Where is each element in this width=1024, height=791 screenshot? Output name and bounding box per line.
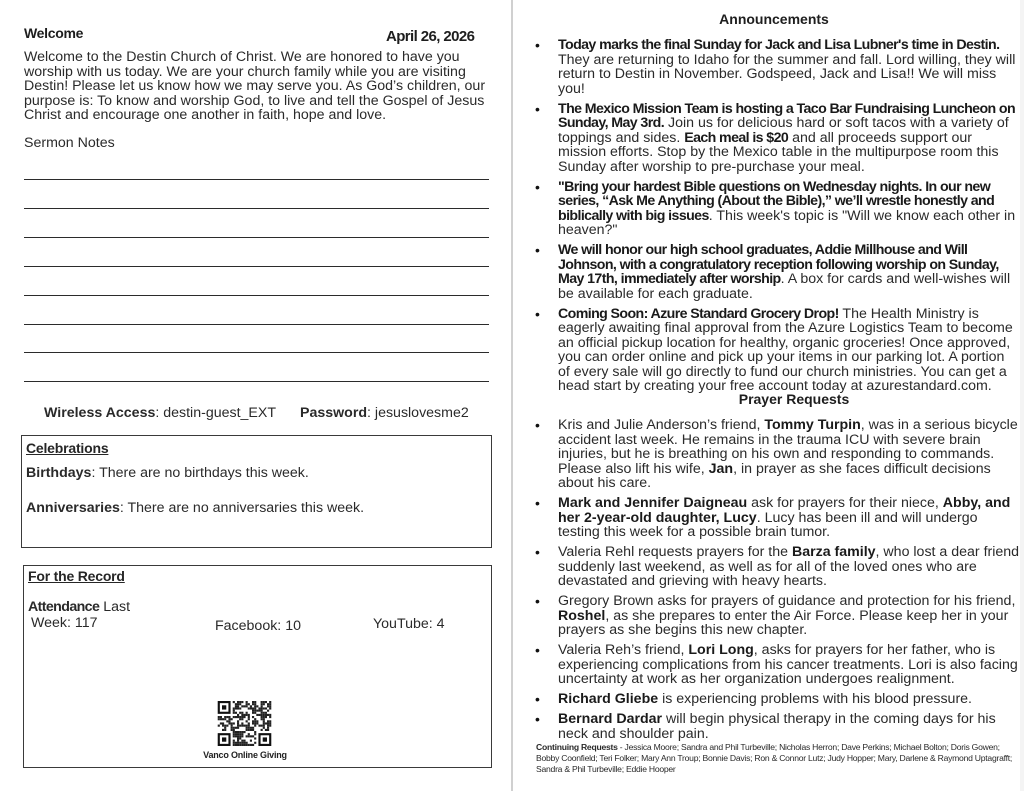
- prayer-request-item: [528, 692, 1020, 707]
- prayer-request-item: [528, 712, 1020, 741]
- wireless-password-label: Password: [300, 405, 368, 421]
- announcement-text: . This week's topic is "Will we know each other in heaven?": [558, 207, 1016, 238]
- page-divider: [511, 0, 513, 791]
- announcement-text: and all proceeds support our mission efforts. Stop by the Mexico table in the multipurpose room this Sunday after worship to pre-purchase your meal.: [558, 129, 999, 175]
- attendance-label: Attendance: [28, 599, 100, 615]
- bullet-icon: •: [535, 100, 540, 117]
- prayer-name: Barza family: [791, 544, 876, 560]
- continuing-requests-label: Continuing Requests: [536, 742, 618, 752]
- bullet-icon: •: [535, 305, 540, 322]
- prayer-text: Valeria Rehl requests prayers for the: [558, 544, 792, 560]
- attendance-last: Last: [99, 599, 131, 615]
- bulletin-date: April 26, 2026: [386, 28, 475, 45]
- prayer-request-item: [528, 643, 1020, 687]
- sermon-note-line: [24, 266, 489, 267]
- qr-code-icon[interactable]: [217, 701, 272, 746]
- continuing-requests: [536, 742, 1020, 775]
- bullet-icon: •: [535, 544, 540, 560]
- announcement-item: [528, 180, 1020, 238]
- sermon-notes-label: Sermon Notes: [24, 135, 115, 151]
- attendance-week: Week: 117: [31, 615, 98, 631]
- prayer-text: , was in a serious bicycle accident last week. He remains in the trauma ICU with severe brain injuries, but he is breathing on his own and responding to commands. Please also lift his wife,: [558, 417, 1018, 477]
- announcement-highlight: Today marks the final Sunday for Jack and Lisa Lubner's time in Destin.: [558, 37, 1000, 53]
- announcements-heading: Announcements: [719, 11, 829, 27]
- birthdays-label: Birthdays: [26, 465, 92, 481]
- announcement-highlight: We will honor our high school graduates, Addie Millhouse and Will Johnson, with a congratulatory reception following worship on Sunday, May 17th, immediately after worship: [558, 242, 999, 287]
- bullet-icon: •: [535, 37, 540, 53]
- welcome-message: Welcome to the Destin Church of Christ. We are honored to have you worship with us today. We are your church family while you are visiting Destin! Please let us know how we may serve you. As God’s children, our purpose is: To know and worship God, to live and tell the Gospel of Jesus Christ and encourage one another in faith, hope and love.: [24, 49, 486, 124]
- announcement-item: [528, 307, 1020, 394]
- birthdays-text: : There are no birthdays this week.: [91, 465, 309, 481]
- youtube-views: YouTube: 4: [373, 616, 445, 632]
- announcement-text: They are returning to Idaho for the summer and fall. Lord willing, they will return to Destin in November. Godspeed, Jack and Lisa!! We will miss you!: [558, 51, 1016, 97]
- sermon-note-line: [24, 295, 489, 296]
- bullet-icon: •: [535, 495, 540, 511]
- prayer-name: Lori Long: [688, 642, 754, 658]
- bullet-icon: •: [535, 417, 540, 433]
- anniversaries-entry: [26, 500, 364, 516]
- wireless-access-label: Wireless Access: [44, 405, 156, 421]
- prayer-name: Bernard Dardar: [558, 711, 663, 727]
- sermon-note-line: [24, 324, 489, 325]
- bullet-icon: •: [535, 642, 540, 658]
- announcement-item: [528, 38, 1020, 96]
- announcement-item: [528, 243, 1020, 301]
- welcome-heading: Welcome: [24, 25, 84, 41]
- bullet-icon: •: [535, 691, 540, 707]
- announcement-highlight: "Bring your hardest Bible questions on Wednesday nights. In our new series, “Ask Me Anything (About the Bible),” we’ll wrestle honestly and biblically with big issues: [558, 178, 995, 224]
- prayer-text: Kris and Julie Anderson’s friend,: [558, 417, 765, 433]
- prayer-name: Mark and Jennifer Daigneau: [558, 495, 748, 511]
- prayer-text: Valeria Reh’s friend,: [558, 642, 689, 658]
- prayer-text: , who lost a dear friend suddenly last weekend, as well as for all of the loved ones who are devastated and grieving with heavy hearts.: [558, 544, 1020, 589]
- prayer-text: , as she prepares to enter the Air Force. Please keep her in your prayers as she begins this new chapter.: [558, 607, 1009, 638]
- anniversaries-text: : There are no anniversaries this week.: [119, 500, 365, 516]
- prayer-text: . Lucy has been ill and will undergo testing this week for a possible brain tumor.: [558, 509, 978, 540]
- sermon-note-line: [24, 352, 489, 353]
- announcement-highlight: Each meal is $20: [684, 129, 789, 146]
- sermon-note-line: [24, 179, 489, 180]
- prayer-text: ask for prayers for their niece,: [747, 495, 943, 511]
- anniversaries-label: Anniversaries: [26, 500, 120, 516]
- sermon-note-line: [24, 208, 489, 209]
- prayer-request-item: [528, 594, 1020, 638]
- sermon-note-line: [24, 237, 489, 238]
- announcements-list: [528, 38, 1020, 399]
- wireless-password: [300, 405, 469, 421]
- prayer-requests-heading: Prayer Requests: [738, 391, 850, 407]
- bullet-icon: •: [535, 711, 540, 727]
- wireless-password-value: : jesuslovesme2: [367, 405, 469, 421]
- for-the-record-title: For the Record: [28, 568, 125, 584]
- announcement-highlight: Coming Soon: Azure Standard Grocery Drop!: [558, 305, 839, 322]
- continuing-requests-names: - Jessica Moore; Sandra and Phil Turbeville; Nicholas Herron; Dave Perkins; Michael Bolton; Doris Gowen; Bobby Coonfield; Teri Folker; Mary Ann Troup; Bonnie Davis; Ron & Connor Lutz; Judy Hopper; Mary, Darlene & Raymond Uptagrafft; Sandra & Phil Turbeville; Eddie Hooper: [536, 742, 1013, 774]
- bullet-icon: •: [535, 242, 540, 258]
- bullet-icon: •: [535, 178, 540, 195]
- prayer-name: Abby, and her 2-year-old daughter, Lucy: [558, 495, 1011, 526]
- prayer-text: , asks for prayers for her father, who is experiencing complications from his cancer treatments. Lori is also facing uncertainty at work as her organization undergoes realignment.: [558, 642, 1018, 687]
- prayer-request-item: [528, 418, 1020, 491]
- announcement-highlight: The Mexico Mission Team is hosting a Taco Bar Fundraising Luncheon on Sunday, May 3rd.: [558, 100, 1016, 131]
- sermon-note-line: [24, 381, 489, 382]
- celebrations-title: Celebrations: [26, 440, 109, 456]
- prayer-requests-list: [528, 418, 1020, 747]
- qr-code-label: Vanco Online Giving: [203, 750, 287, 760]
- prayer-request-item: [528, 545, 1020, 589]
- prayer-text: is experiencing problems with his blood pressure.: [658, 691, 972, 707]
- prayer-request-item: [528, 496, 1020, 540]
- announcement-item: [528, 102, 1020, 175]
- announcement-text: Join us for delicious hard or soft tacos with a variety of toppings and sides.: [558, 115, 1009, 146]
- prayer-name: Roshel: [558, 607, 606, 624]
- facebook-views: Facebook: 10: [215, 618, 301, 634]
- prayer-name: Tommy Turpin: [764, 417, 861, 433]
- announcement-text: The Health Ministry is eagerly awaiting final approval from the Azure Logistics Team to become an official pickup location for healthy, organic groceries! Once approved, you can order online and pick up your items in our parking lot. A portion of every sale will go directly to fund our church ministries. You can get a head start by creating your free account today at azurestandard.com.: [558, 305, 1013, 394]
- attendance-label-row: [28, 599, 130, 615]
- celebrations-box: [21, 435, 492, 548]
- prayer-text: , in prayer as she faces difficult decisions about his care.: [558, 460, 991, 491]
- birthdays-entry: [26, 465, 309, 481]
- prayer-name: Richard Gliebe: [558, 691, 659, 707]
- prayer-text: will begin physical therapy in the coming days for his neck and shoulder pain.: [558, 711, 996, 742]
- announcement-text: . A box for cards and well-wishes will be available for each graduate.: [558, 271, 1011, 302]
- wireless-network-name: : destin-guest_EXT: [155, 405, 277, 421]
- prayer-name: Jan: [708, 460, 734, 477]
- prayer-text: Gregory Brown asks for prayers of guidance and protection for his friend,: [558, 593, 1016, 609]
- bullet-icon: •: [535, 593, 540, 609]
- wireless-access: [44, 405, 276, 421]
